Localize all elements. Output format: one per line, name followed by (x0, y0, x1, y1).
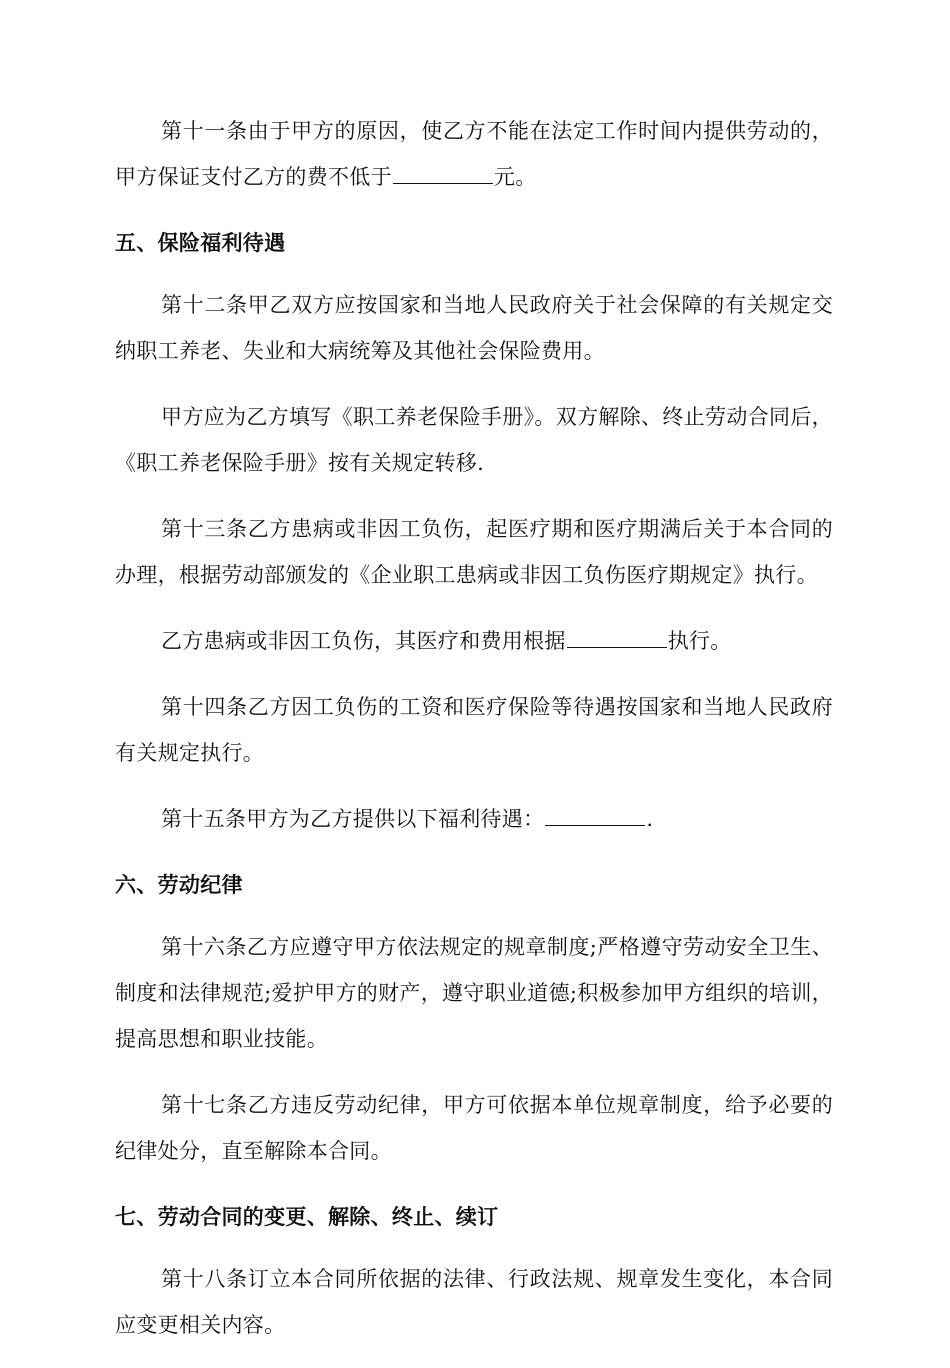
article-13-paragraph-2 (115, 618, 833, 664)
article-15 (115, 796, 833, 842)
article-18: 第十八条订立本合同所依据的法律、行政法规、规章发生变化，本合同应变更相关内容。 (115, 1267, 833, 1337)
article-17: 第十七条乙方违反劳动纪律，甲方可依据本单位规章制度，给予必要的纪律处分，直至解除本合同。 (115, 1093, 833, 1163)
section-heading-7: 七、劳动合同的变更、解除、终止、续订 (115, 1205, 499, 1229)
article-11-text: 第十一条由于甲方的原因，使乙方不能在法定工作时间内提供劳动的，甲方保证支付乙方的费不低于 (115, 119, 833, 189)
article-12-paragraph-1: 第十二条甲乙双方应按国家和当地人民政府关于社会保障的有关规定交纳职工养老、失业和大病统筹及其他社会保险费用。 (115, 293, 833, 363)
fill-in-blank (567, 646, 667, 648)
article-13-suffix: 执行。 (667, 629, 732, 653)
article-11 (115, 108, 833, 200)
article-13-text: 乙方患病或非因工负伤，其医疗和费用根据 (161, 629, 566, 653)
article-15-text: 第十五条甲方为乙方提供以下福利待遇： (161, 807, 545, 831)
article-15-suffix: . (646, 807, 654, 831)
fill-in-blank (545, 824, 645, 826)
fill-in-blank (393, 182, 493, 184)
section-heading-5: 五、保险福利待遇 (115, 231, 286, 255)
article-13-paragraph-1: 第十三条乙方患病或非因工负伤，起医疗期和医疗期满后关于本合同的办理，根据劳动部颁发的《企业职工患病或非因工负伤医疗期规定》执行。 (115, 517, 833, 587)
section-heading-6: 六、劳动纪律 (115, 873, 243, 897)
article-12-paragraph-2: 甲方应为乙方填写《职工养老保险手册》。双方解除、终止劳动合同后，《职工养老保险手册》按有关规定转移. (115, 405, 833, 475)
article-11-suffix: 元。 (493, 165, 537, 189)
article-14: 第十四条乙方因工负伤的工资和医疗保险等待遇按国家和当地人民政府有关规定执行。 (115, 695, 833, 765)
article-16: 第十六条乙方应遵守甲方依法规定的规章制度;严格遵守劳动安全卫生、制度和法律规范;爱护甲方的财产，遵守职业道德;积极参加甲方组织的培训，提高思想和职业技能。 (115, 935, 833, 1051)
document-body (115, 108, 833, 1368)
